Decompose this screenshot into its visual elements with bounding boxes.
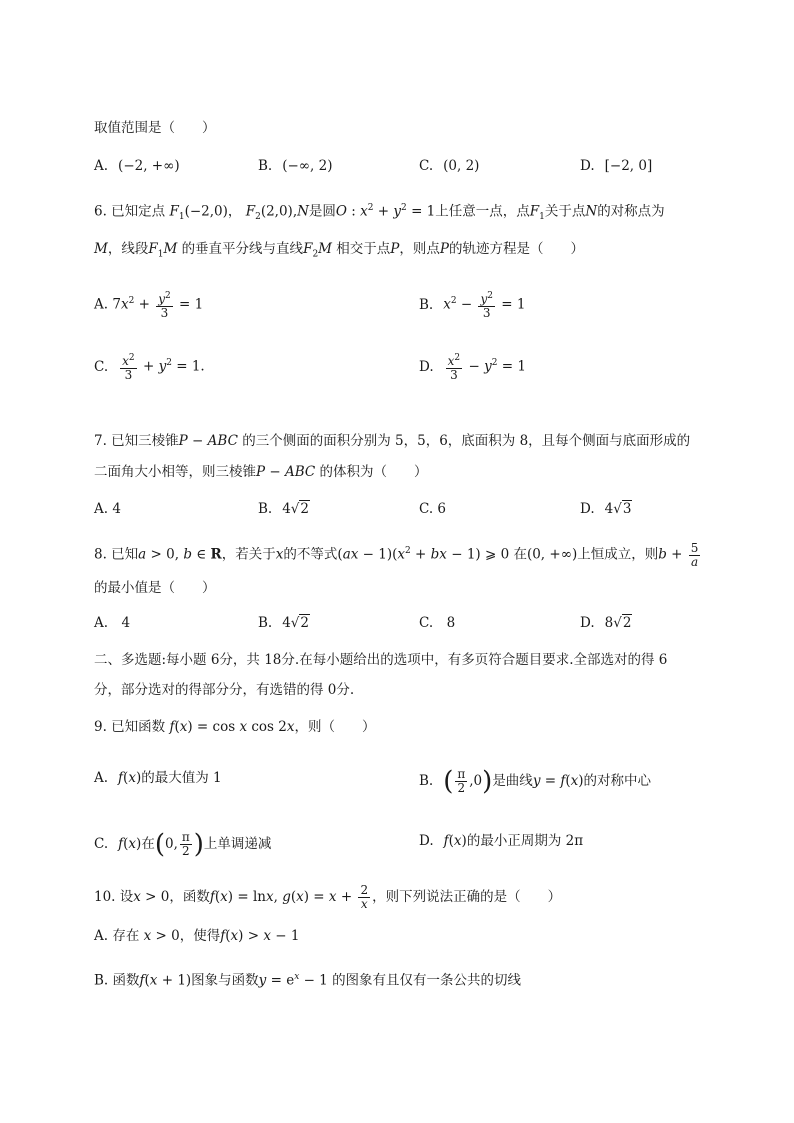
q6-option-a: A. $7x^2$ + $\frac{y^2}{3}$ = 1 <box>94 291 204 320</box>
q10-option-b: B. 函数f(x + 1)图象与函数$y = e^x - 1$ 的图象有且仅有一条公共的切线 <box>94 972 522 989</box>
q8-option-a: A. 4 <box>94 615 131 631</box>
q6-stem-line2: M，线段$F_1M$ 的垂直平分线与直线$F_2M$ 相交于点P，则点P的轨迹方程是（ ） <box>94 241 584 260</box>
q9-option-c: C. f(x)在(0, $\frac{\pi}{2}$ )上单调递减 <box>94 829 272 860</box>
section2-heading-line1: 二、多选题:每小题 6分，共 18分.在每小题给出的选项中，有多页符合题目要求.全部选对的得 6 <box>94 652 668 668</box>
q5-option-c: C. (0, 2) <box>419 158 480 174</box>
q5-option-d: D. [−2, 0] <box>580 158 653 174</box>
q7-stem-line1: 7. 已知三棱锥P − ABC 的三个侧面的面积分别为 5，5，6，底面积为 8，且每个侧面与底面形成的 <box>94 433 691 449</box>
q7-option-a: A. 4 <box>94 501 121 517</box>
q9-stem: 9. 已知函数 f(x) = cos x cos 2x，则（ ） <box>94 719 376 735</box>
q5-option-b: B. (−∞, 2) <box>258 158 333 174</box>
q9-option-d: D. f(x)的最小正周期为 2π <box>419 833 584 849</box>
q8-option-b: B. 4√2 <box>258 615 310 631</box>
q10-stem: 10. 设x > 0，函数f(x) = lnx, g(x) = x + $\frac{2}{x}$ ，则下列说法正确的是（ ） <box>94 883 562 911</box>
q8-stem-line2: 的最小值是（ ） <box>94 580 216 596</box>
q5-option-a: A. (−2, +∞) <box>94 158 180 174</box>
q9-option-a: A. f(x)的最大值为 1 <box>94 770 222 786</box>
q6-option-b: B. $x^2$ − $\frac{y^2}{3}$ = 1 <box>419 291 526 320</box>
section2-heading-line2: 分，部分选对的得部分分，有选错的得 0分. <box>94 682 355 698</box>
q6-stem-line1: 6. 已知定点 $F_1(-2,0)$， $F_2(2,0),N$是圆O : $x^2 + y^2 = 1$上任意一点，点$F_1$关于点N的对称点为 <box>94 203 665 223</box>
q10-option-a: A. 存在 x > 0，使得f(x) > x − 1 <box>94 928 300 944</box>
q9-option-b: B. ( $\frac{\pi}{2}$ ,0)是曲线y = f(x)的对称中心 <box>419 766 652 797</box>
q7-option-b: B. 4√2 <box>258 501 310 517</box>
q5-stem-tail: 取值范围是（ ） <box>94 120 216 136</box>
q8-option-c: C. 8 <box>419 615 456 631</box>
q7-option-c: C. 6 <box>419 501 447 517</box>
q7-stem-line2: 二面角大小相等，则三棱锥P − ABC 的体积为（ ） <box>94 464 428 480</box>
q6-option-d: D. $\frac{x^2}{3}$ − $y^2 = 1$ <box>419 353 526 382</box>
q7-option-d: D. 4√3 <box>580 501 632 517</box>
q8-option-d: D. 8√2 <box>580 615 632 631</box>
q6-option-c: C. $\frac{x^2}{3}$ + $y^2 = 1$. <box>94 353 205 382</box>
q8-stem-line1: 8. 已知a > 0, b ∈ R，若关于x的不等式$(ax - 1)(x^2$ + bx − 1) ⩾ 0 在(0, +∞)上恒成立，则b + $\frac{5}{a}$ <box>94 540 699 569</box>
